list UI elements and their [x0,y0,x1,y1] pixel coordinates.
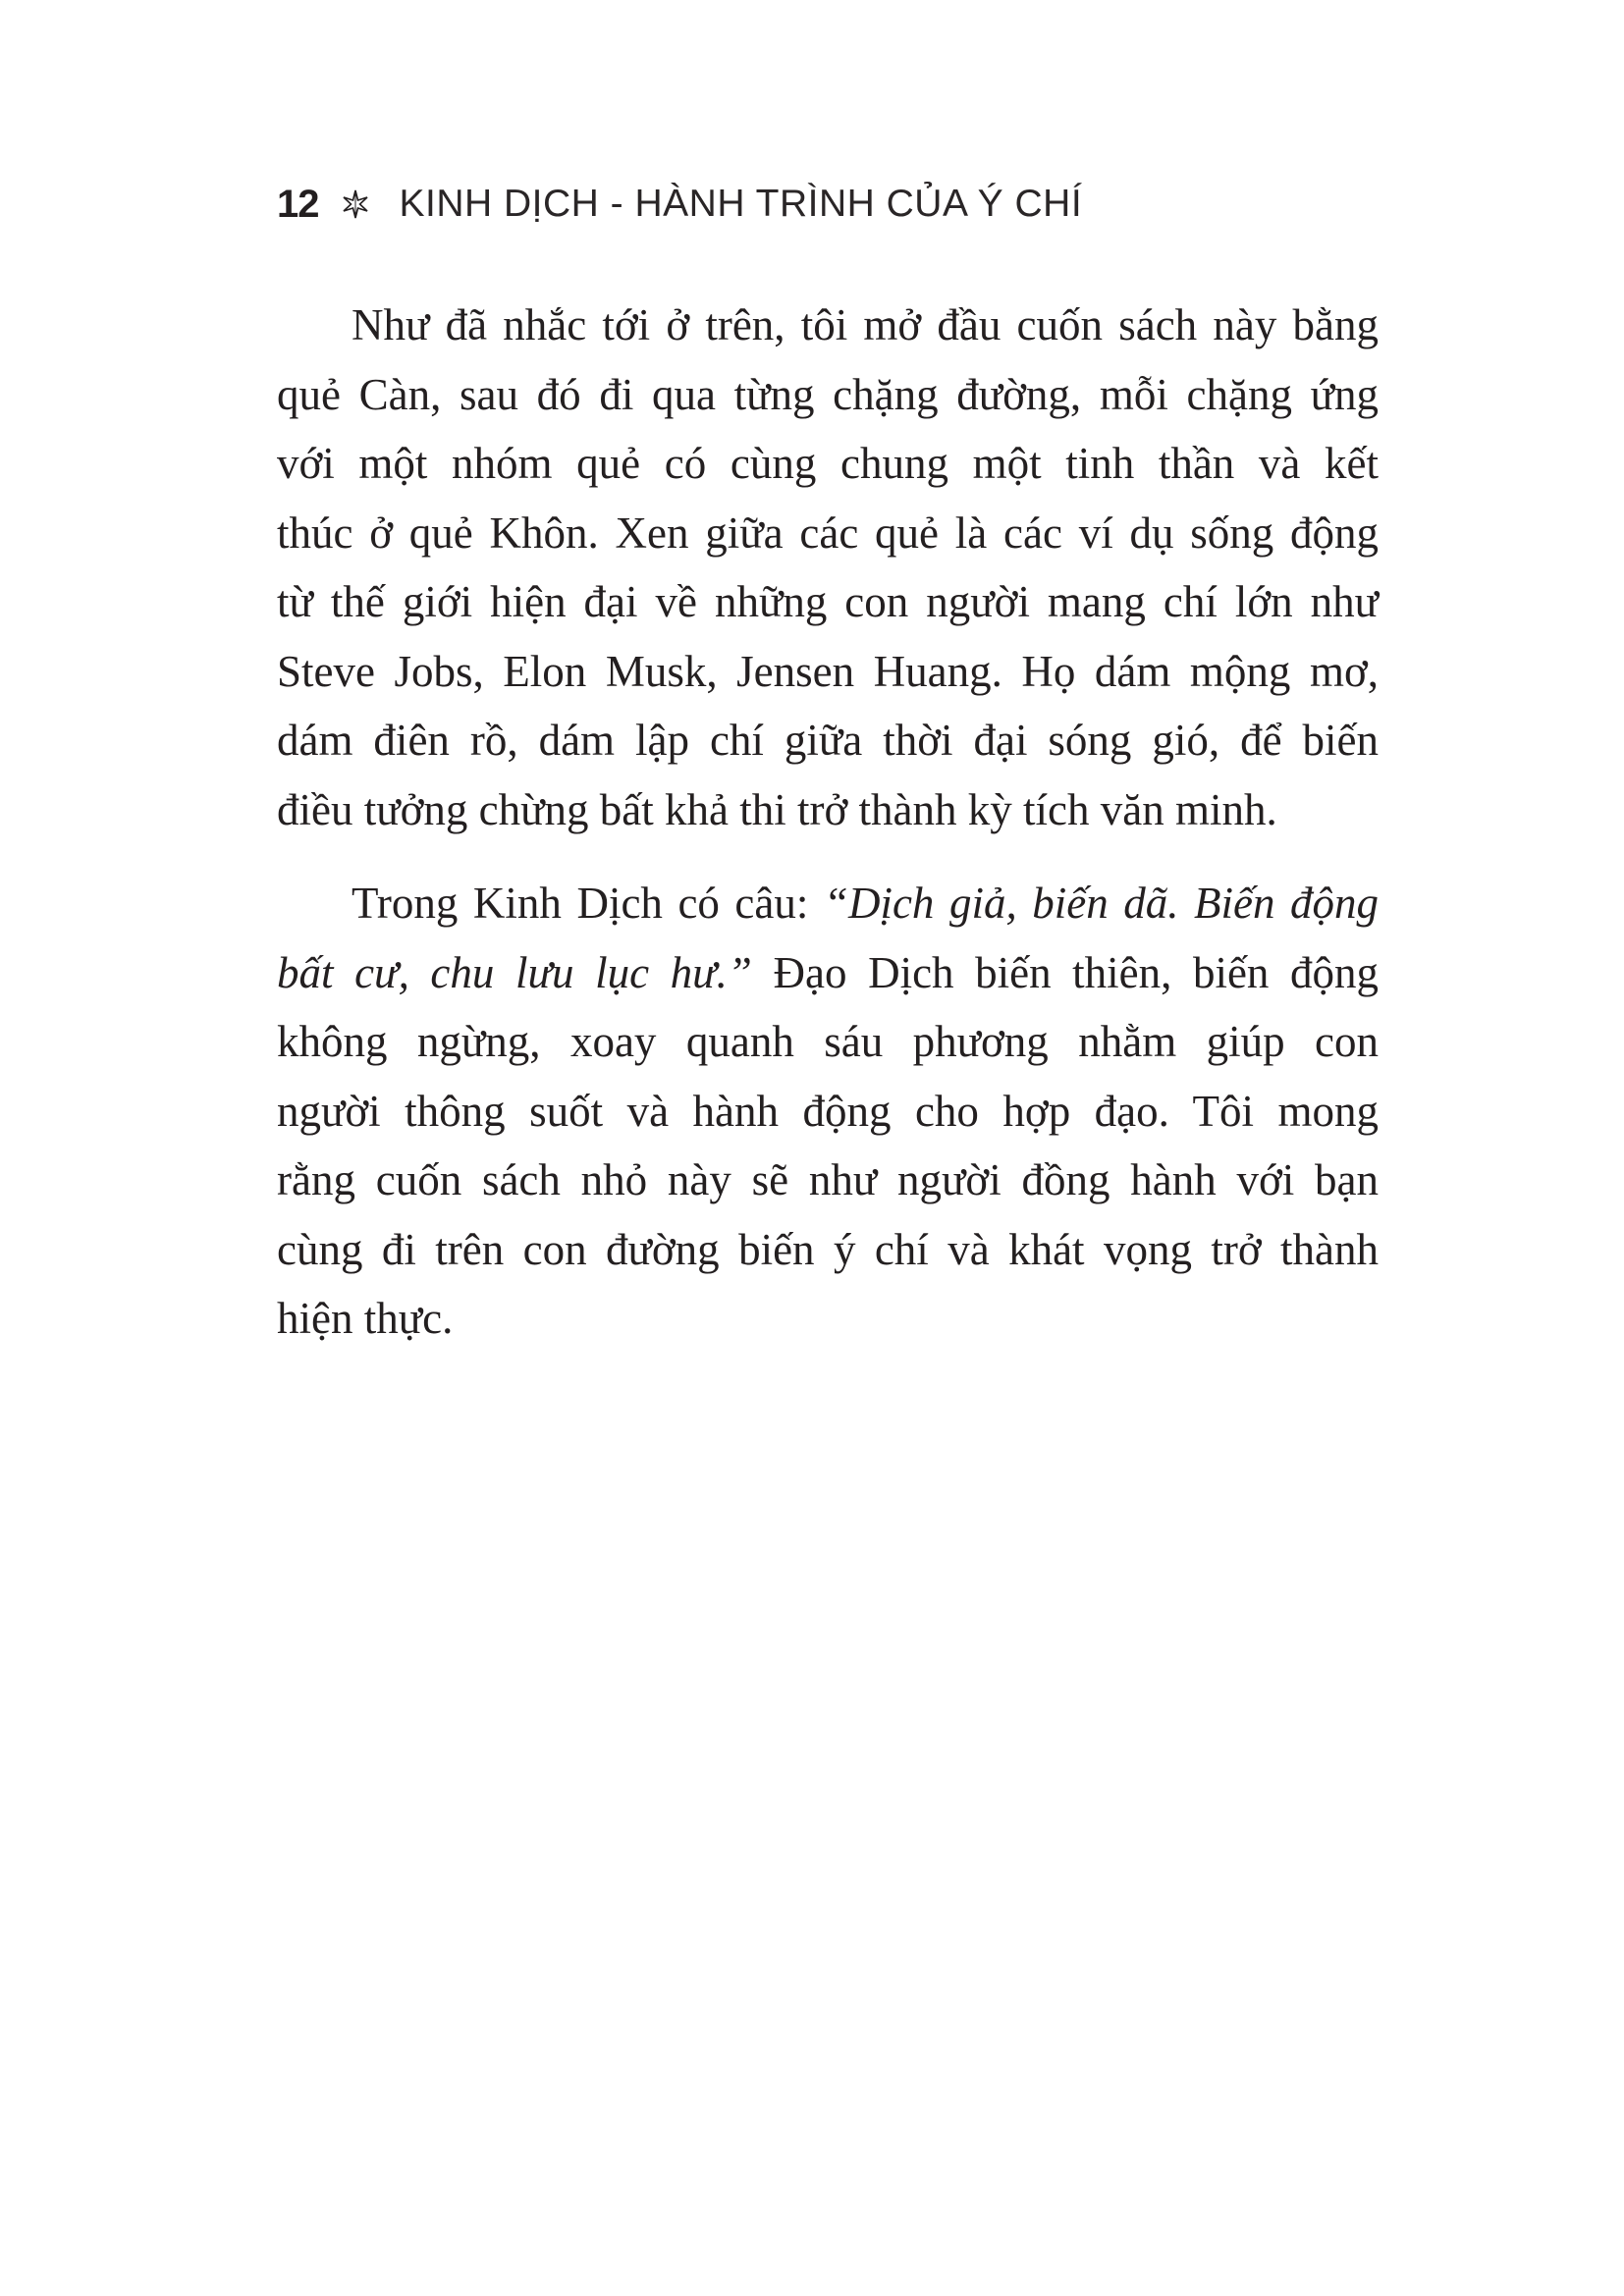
star-icon [341,189,370,219]
text-line [277,938,1379,1008]
running-title: KINH DỊCH - HÀNH TRÌNH CỦA Ý CHÍ [399,183,1083,225]
text-line: hiện thực. [277,1294,454,1343]
text-line: Như đã nhắc tới ở trên, tôi mở đầu cuốn sách này bằng [352,300,1379,349]
text-line: không ngừng, xoay quanh sáu phương nhằm giúp con [277,1017,1379,1066]
text-line: rằng cuốn sách nhỏ này sẽ như người đồng hành với bạn [277,1155,1379,1204]
text-line [277,869,1379,938]
quote-italic: bất cư, chu lưu lục hư.” [277,947,752,997]
paragraph-2 [277,869,1379,1354]
text-line: cùng đi trên con đường biến ý chí và khát vọng trở thành [277,1224,1379,1274]
text-line: dám điên rồ, dám lập chí giữa thời đại sóng gió, để biến [277,716,1379,765]
text-plain: Đạo Dịch biến thiên, biến động [751,947,1380,997]
text-line: người thông suốt và hành động cho hợp đạo. Tôi mong [277,1086,1379,1136]
quote-italic: “Dịch giả, biến dã. Biến động [823,879,1379,928]
text-line: điều tưởng chừng bất khả thi trở thành kỳ tích văn minh. [277,784,1277,834]
body-text [277,291,1379,1378]
page-number: 12 [277,182,319,226]
text-line: từ thế giới hiện đại về những con người mang chí lớn như [277,577,1379,626]
paragraph-1 [277,291,1379,844]
text-line: thúc ở quẻ Khôn. Xen giữa các quẻ là các ví dụ sống động [277,507,1379,558]
text-line: Steve Jobs, Elon Musk, Jensen Huang. Họ dám mộng mơ, [277,646,1379,696]
text-line: với một nhóm quẻ có cùng chung một tinh thần và kết [277,439,1379,488]
running-header [277,177,1082,232]
text-line: quẻ Càn, sau đó đi qua từng chặng đường, mỗi chặng ứng [277,369,1379,419]
text-plain: Trong Kinh Dịch có câu: [352,879,824,928]
